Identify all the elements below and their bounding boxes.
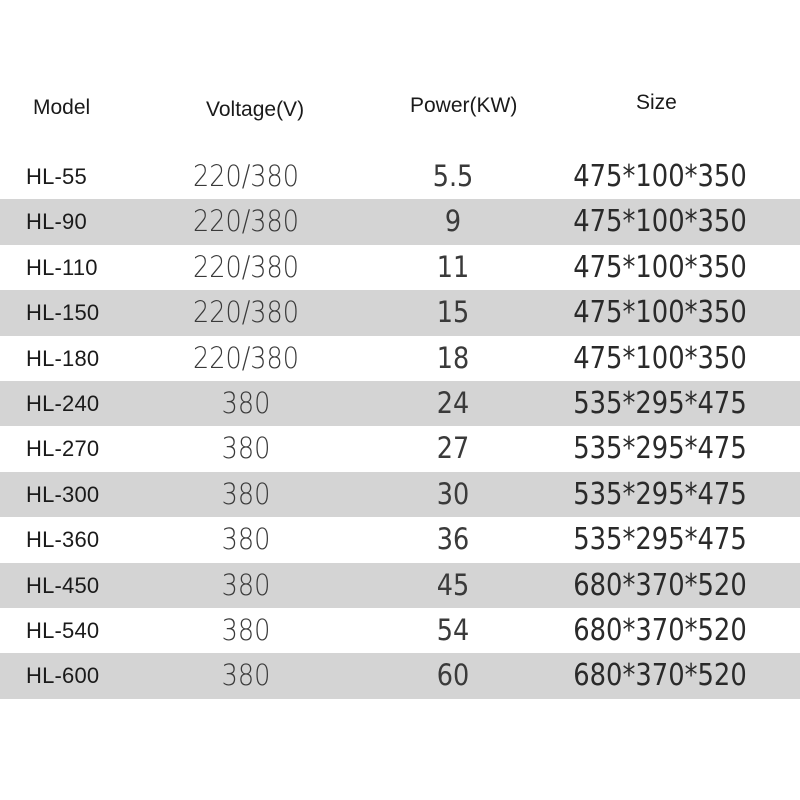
cell-power: 60 [436, 658, 470, 693]
cell-model: HL-300 [26, 481, 100, 507]
header-voltage: Voltage(V) [206, 98, 305, 121]
cell-voltage: 380 [221, 476, 271, 511]
table-row [0, 154, 800, 199]
cell-power: 18 [436, 340, 470, 375]
table-row [0, 608, 800, 653]
cell-voltage: 380 [221, 658, 271, 693]
cell-voltage: 380 [221, 522, 271, 557]
cell-size: 535*295*475 [573, 476, 747, 512]
header-size: Size [636, 91, 677, 114]
cell-voltage: 220/380 [192, 249, 300, 284]
cell-size: 475*100*350 [573, 159, 747, 194]
cell-voltage: 220/380 [192, 295, 300, 330]
table-row [0, 381, 800, 426]
cell-size: 475*100*350 [573, 204, 747, 240]
cell-model: HL-150 [26, 300, 100, 326]
cell-size: 475*100*350 [573, 295, 747, 331]
cell-model: HL-270 [26, 436, 100, 462]
cell-model: HL-55 [26, 164, 87, 189]
table-row [0, 472, 800, 517]
cell-power: 27 [436, 431, 470, 466]
cell-power: 54 [436, 612, 470, 647]
cell-power: 30 [436, 476, 470, 511]
cell-power: 24 [436, 385, 470, 420]
cell-size: 535*295*475 [573, 522, 747, 558]
cell-voltage: 380 [221, 431, 271, 466]
cell-size: 535*295*475 [573, 385, 747, 421]
cell-power: 15 [436, 295, 470, 330]
cell-model: HL-110 [26, 254, 98, 280]
cell-power: 9 [444, 204, 462, 239]
cell-size: 680*370*520 [573, 567, 747, 603]
header-model: Model [33, 96, 91, 119]
cell-model: HL-240 [26, 390, 100, 416]
table-row [0, 199, 800, 244]
cell-model: HL-360 [26, 527, 100, 553]
cell-size: 535*295*475 [573, 431, 747, 467]
table-row [0, 290, 800, 335]
cell-power: 45 [436, 567, 470, 602]
cell-voltage: 380 [221, 612, 271, 647]
cell-voltage: 220/380 [192, 204, 300, 239]
cell-size: 475*100*350 [573, 249, 747, 285]
header-power: Power(KW) [410, 94, 518, 117]
cell-model: HL-180 [26, 345, 100, 371]
cell-power: 11 [436, 249, 470, 284]
spec-table [0, 154, 800, 699]
cell-voltage: 380 [221, 385, 271, 420]
table-row [0, 426, 800, 471]
cell-voltage: 220/380 [192, 340, 300, 375]
cell-size: 680*370*520 [573, 612, 747, 648]
cell-power: 36 [436, 522, 470, 557]
cell-model: HL-540 [26, 617, 100, 643]
cell-size: 680*370*520 [573, 658, 747, 694]
cell-model: HL-450 [26, 572, 100, 598]
cell-power: 5.5 [432, 159, 474, 193]
cell-model: HL-90 [26, 209, 87, 235]
cell-model: HL-600 [26, 663, 100, 689]
table-row [0, 245, 800, 290]
cell-size: 475*100*350 [573, 340, 747, 376]
table-header [0, 88, 800, 128]
table-row [0, 336, 800, 381]
cell-voltage: 380 [221, 567, 271, 602]
cell-voltage: 220/380 [192, 159, 300, 193]
table-row [0, 563, 800, 608]
table-row [0, 653, 800, 698]
table-row [0, 517, 800, 562]
